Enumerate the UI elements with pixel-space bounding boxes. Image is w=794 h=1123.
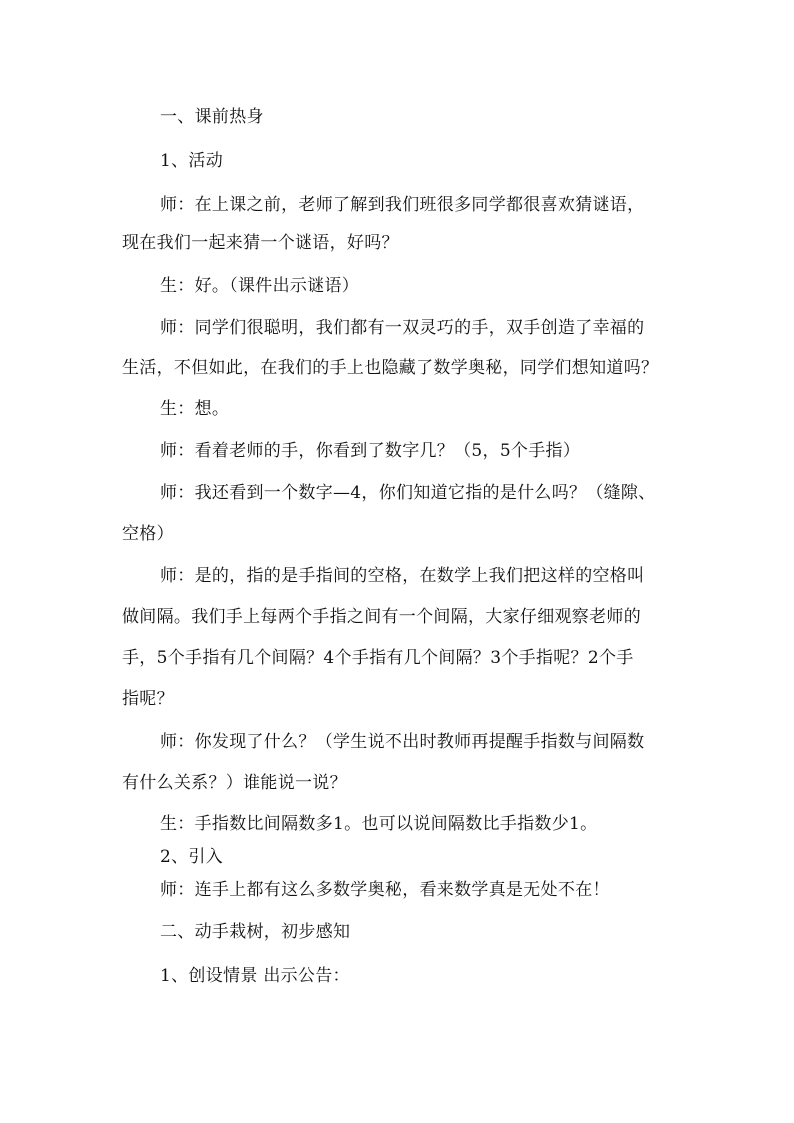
paragraph-line: 生：手指数比间隔数多1。也可以说间隔数比手指数少1。 bbox=[160, 814, 598, 834]
paragraph-line: 空格） bbox=[122, 524, 174, 544]
paragraph-line: 生：想。 bbox=[160, 399, 230, 419]
paragraph-line: 师：你发现了什么？（学生说不出时教师再提醒手指数与间隔数 bbox=[160, 732, 645, 752]
section-heading-planting: 二、动手栽树，初步感知 bbox=[160, 922, 351, 942]
paragraph-line: 师：连手上都有这么多数学奥秘，看来数学真是无处不在！ bbox=[160, 880, 610, 900]
paragraph-line: 师：看着老师的手，你看到了数字几？（5，5个手指） bbox=[160, 441, 581, 461]
paragraph-line: 师：在上课之前，老师了解到我们班很多同学都很喜欢猜谜语， bbox=[160, 195, 645, 215]
paragraph-line: 指呢？ bbox=[122, 689, 174, 709]
paragraph-line: 做间隔。我们手上每两个手指之间有一个间隔，大家仔细观察老师的 bbox=[122, 607, 641, 627]
paragraph-line: 师：同学们很聪明，我们都有一双灵巧的手，双手创造了幸福的 bbox=[160, 318, 645, 338]
paragraph-line: 有什么关系？）谁能说一说？ bbox=[122, 773, 347, 793]
paragraph-line: 生活，不但如此，在我们的手上也隐藏了数学奥秘，同学们想知道吗？ bbox=[122, 358, 659, 378]
subheading-activity: 1、活动 bbox=[160, 151, 224, 171]
paragraph-line: 手，5个手指有几个间隔？4个手指有几个间隔？3个手指呢？2个手 bbox=[122, 648, 634, 668]
paragraph-line: 师：我还看到一个数字—4，你们知道它指的是什么吗？（缝隙、 bbox=[160, 483, 656, 503]
paragraph-line: 师：是的，指的是手指间的空格，在数学上我们把这样的空格叫 bbox=[160, 566, 645, 586]
paragraph-line: 生：好。（课件出示谜语） bbox=[160, 276, 360, 296]
subheading-scenario: 1、创设情景 出示公告： bbox=[160, 966, 350, 986]
subheading-introduction: 2、引入 bbox=[160, 847, 224, 867]
paragraph-line: 现在我们一起来猜一个谜语，好吗？ bbox=[122, 233, 399, 253]
section-heading-warmup: 一、课前热身 bbox=[160, 107, 264, 127]
